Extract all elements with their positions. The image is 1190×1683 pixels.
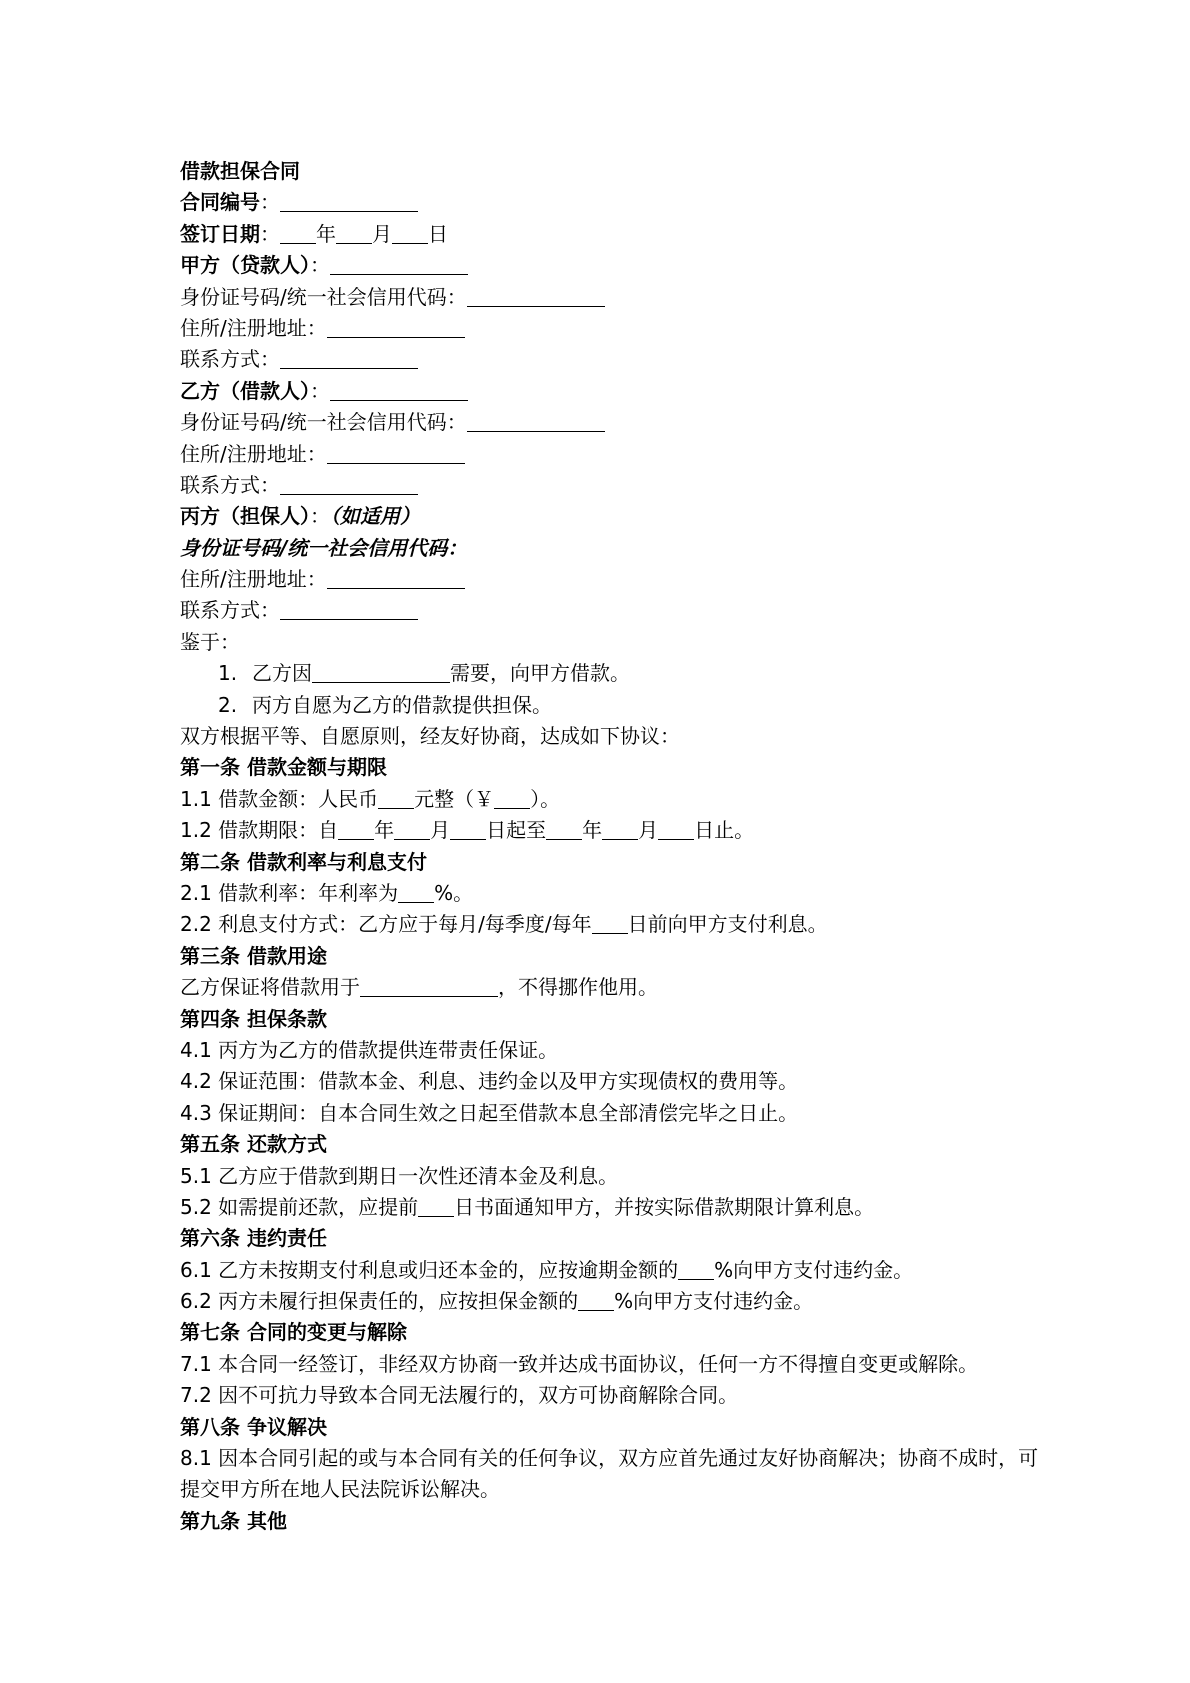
clause-text: %向甲方支付违约金。 bbox=[614, 1289, 814, 1314]
party-a-contact-blank[interactable] bbox=[280, 346, 418, 369]
clause: 4.3 保证期间：自本合同生效之日起至借款本息全部清偿完毕之日止。 bbox=[180, 1100, 799, 1125]
year-text: 年 bbox=[316, 221, 336, 246]
clause: 7.2 因不可抗力导致本合同无法履行的，双方可协商解除合同。 bbox=[180, 1383, 739, 1408]
agreement-intro: 双方根据平等、自愿原则，经友好协商，达成如下协议： bbox=[180, 724, 680, 749]
month-text: 月 bbox=[372, 221, 392, 246]
clause bbox=[180, 909, 1040, 940]
id-label: 身份证号码/统一社会信用代码： bbox=[180, 284, 467, 309]
clause-text: 月 bbox=[430, 818, 451, 843]
clause bbox=[180, 1192, 1040, 1223]
recital-text: 乙方因 bbox=[252, 661, 312, 686]
contact-label: 联系方式： bbox=[180, 598, 280, 623]
contact-label: 联系方式： bbox=[180, 472, 280, 497]
contract-no-label: 合同编号 bbox=[180, 190, 260, 215]
clause-text: 6.1 乙方未按期支付利息或归还本金的，应按逾期金额的 bbox=[180, 1257, 679, 1282]
party-a-blank[interactable] bbox=[330, 252, 468, 275]
party-a-contact-line bbox=[180, 344, 1040, 375]
party-c-address-line bbox=[180, 564, 1040, 595]
party-a-id-blank[interactable] bbox=[467, 284, 605, 307]
clause-text: 月 bbox=[638, 818, 659, 843]
address-label: 住所/注册地址： bbox=[180, 441, 327, 466]
party-c-label: 丙方（担保人） bbox=[180, 504, 310, 529]
amount-words-blank[interactable] bbox=[378, 786, 414, 809]
blank[interactable] bbox=[450, 817, 486, 840]
purpose-blank[interactable] bbox=[312, 660, 450, 683]
clause-text: %向甲方支付违约金。 bbox=[714, 1257, 914, 1282]
party-b-address-blank[interactable] bbox=[327, 441, 465, 464]
party-b-address-line bbox=[180, 439, 1040, 470]
rate-blank[interactable] bbox=[398, 880, 434, 903]
contract-no-line bbox=[180, 187, 1040, 218]
address-label: 住所/注册地址： bbox=[180, 315, 327, 340]
clause-text: 2.2 利息支付方式：乙方应于每月/每季度/每年 bbox=[180, 912, 592, 937]
blank[interactable] bbox=[394, 817, 430, 840]
contract-no-blank[interactable] bbox=[280, 189, 418, 212]
clause-text: 6.2 丙方未履行担保责任的，应按担保金额的 bbox=[180, 1289, 579, 1314]
clause-text: ）。 bbox=[530, 786, 561, 811]
party-a-line bbox=[180, 250, 1040, 281]
clause-text: 元整（￥ bbox=[414, 786, 495, 811]
party-b-line bbox=[180, 376, 1040, 407]
day-blank[interactable] bbox=[392, 221, 428, 244]
blank[interactable] bbox=[602, 817, 638, 840]
party-c-contact-blank[interactable] bbox=[280, 597, 418, 620]
article-title: 第七条 合同的变更与解除 bbox=[180, 1320, 407, 1345]
penalty-rate-blank[interactable] bbox=[678, 1257, 714, 1280]
colon: ： bbox=[310, 504, 330, 529]
clause: 8.1 因本合同引起的或与本合同有关的任何争议，双方应首先通过友好协商解决；协商不成时，可提交甲方所在地人民法院诉讼解决。 bbox=[180, 1446, 1039, 1502]
clause-text: %。 bbox=[434, 880, 474, 905]
contract-page bbox=[180, 156, 1040, 1537]
pay-day-blank[interactable] bbox=[592, 911, 628, 934]
party-b-id-blank[interactable] bbox=[467, 409, 605, 432]
recital-text: 需要，向甲方借款。 bbox=[450, 661, 630, 686]
article-title: 第四条 担保条款 bbox=[180, 1006, 327, 1031]
blank[interactable] bbox=[658, 817, 694, 840]
clause-text: 5.2 如需提前还款，应提前 bbox=[180, 1194, 419, 1219]
penalty-rate-blank[interactable] bbox=[578, 1288, 614, 1311]
colon: ： bbox=[310, 253, 330, 278]
recital-text: 丙方自愿为乙方的借款提供担保。 bbox=[252, 692, 552, 717]
party-c-contact-line bbox=[180, 595, 1040, 626]
clause bbox=[180, 1286, 1040, 1317]
article-title: 第一条 借款金额与期限 bbox=[180, 755, 387, 780]
clause bbox=[180, 878, 1040, 909]
clause bbox=[180, 784, 1040, 815]
use-blank[interactable] bbox=[360, 974, 498, 997]
id-label: 身份证号码/统一社会信用代码： bbox=[180, 410, 467, 435]
clause: 7.1 本合同一经签订，非经双方协商一致并达成书面协议，任何一方不得擅自变更或解除。 bbox=[180, 1351, 979, 1376]
party-b-blank[interactable] bbox=[330, 378, 468, 401]
month-blank[interactable] bbox=[336, 221, 372, 244]
recital-number: 2. bbox=[218, 692, 238, 717]
clause-text: 1.2 借款期限：自 bbox=[180, 818, 339, 843]
clause-text: 日起至 bbox=[486, 818, 547, 843]
day-text: 日 bbox=[428, 221, 448, 246]
party-c-id-line: 身份证号码/统一社会信用代码： bbox=[180, 535, 468, 560]
whereas-heading: 鉴于： bbox=[180, 629, 240, 654]
clause-text: 2.1 借款利率：年利率为 bbox=[180, 880, 399, 905]
clause: 4.2 保证范围：借款本金、利息、违约金以及甲方实现债权的费用等。 bbox=[180, 1069, 799, 1094]
clause-text: 1.1 借款金额：人民币 bbox=[180, 786, 379, 811]
year-blank[interactable] bbox=[280, 221, 316, 244]
blank[interactable] bbox=[338, 817, 374, 840]
clause-text: ，不得挪作他用。 bbox=[498, 975, 658, 1000]
party-c-line bbox=[180, 501, 1040, 532]
clause bbox=[180, 1255, 1040, 1286]
party-c-note: （如适用） bbox=[330, 504, 420, 529]
colon: ： bbox=[260, 221, 280, 246]
contact-label: 联系方式： bbox=[180, 347, 280, 372]
party-a-address-blank[interactable] bbox=[327, 315, 465, 338]
article-title: 第三条 借款用途 bbox=[180, 943, 327, 968]
party-b-contact-line bbox=[180, 470, 1040, 501]
article-title: 第二条 借款利率与利息支付 bbox=[180, 849, 427, 874]
clause-text: 年 bbox=[582, 818, 603, 843]
party-a-id-line bbox=[180, 282, 1040, 313]
article-title: 第五条 还款方式 bbox=[180, 1132, 327, 1157]
amount-figures-blank[interactable] bbox=[494, 786, 530, 809]
recital-item bbox=[180, 658, 1040, 689]
sign-date-line bbox=[180, 219, 1040, 250]
article-title: 第九条 其他 bbox=[180, 1508, 287, 1533]
party-b-contact-blank[interactable] bbox=[280, 472, 418, 495]
clause-text: 年 bbox=[374, 818, 395, 843]
clause-text: 日止。 bbox=[694, 818, 755, 843]
article-title: 第八条 争议解决 bbox=[180, 1414, 327, 1439]
party-b-label: 乙方（借款人） bbox=[180, 378, 310, 403]
recital-number: 1. bbox=[218, 661, 238, 686]
party-a-label: 甲方（贷款人） bbox=[180, 253, 310, 278]
doc-title: 借款担保合同 bbox=[180, 159, 300, 183]
recital-item bbox=[180, 690, 1040, 721]
colon: ： bbox=[260, 190, 280, 215]
clause-text: 乙方保证将借款用于 bbox=[180, 975, 360, 1000]
clause-text: 日书面通知甲方，并按实际借款期限计算利息。 bbox=[454, 1194, 875, 1219]
clause: 4.1 丙方为乙方的借款提供连带责任保证。 bbox=[180, 1037, 559, 1062]
address-label: 住所/注册地址： bbox=[180, 567, 327, 592]
clause: 5.1 乙方应于借款到期日一次性还清本金及利息。 bbox=[180, 1163, 619, 1188]
notice-days-blank[interactable] bbox=[418, 1194, 454, 1217]
party-a-address-line bbox=[180, 313, 1040, 344]
clause-text: 日前向甲方支付利息。 bbox=[627, 912, 828, 937]
party-c-address-blank[interactable] bbox=[327, 566, 465, 589]
clause bbox=[180, 815, 1040, 846]
colon: ： bbox=[310, 378, 330, 403]
clause bbox=[180, 972, 1040, 1003]
blank[interactable] bbox=[546, 817, 582, 840]
sign-date-label: 签订日期 bbox=[180, 221, 260, 246]
article-title: 第六条 违约责任 bbox=[180, 1226, 327, 1251]
party-b-id-line bbox=[180, 407, 1040, 438]
